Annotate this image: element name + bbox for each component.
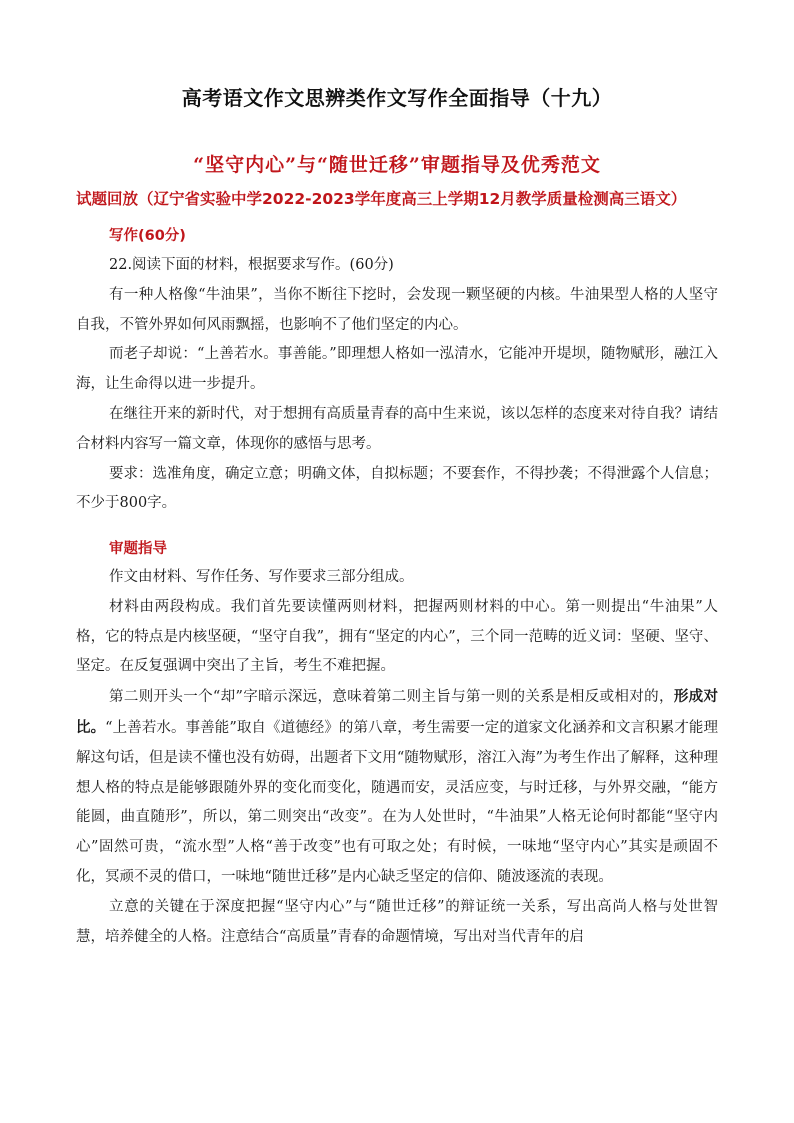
- document-subtitle: “坚守内心”与“随世迁移”审题指导及优秀范文: [193, 154, 601, 176]
- guidance-paragraph: 立意的关键在于深度把握“坚守内心”与“随世迁移”的辩证统一关系，写出高尚人格与处世智慧，培养健全的人格。注意结合“高质量”青春的命题情境，写出对当代青年的启: [76, 898, 718, 945]
- prompt-paragraph: 有一种人格像“牛油果”，当你不断往下挖时，会发现一颗坚硬的内核。牛油果型人格的人坚守自我，不管外界如何风雨飘摇，也影响不了他们坚定的内心。: [76, 286, 718, 333]
- exam-source-line: 试题回放（辽宁省实验中学2022-2023学年度高三上学期12月教学质量检测高三语文）: [76, 190, 687, 208]
- guidance-body: [76, 563, 718, 952]
- guidance-paragraph: 材料由两段构成。我们首先要读懂两则材料，把握两则材料的中心。第一则提出“牛油果”人格，它的特点是内核坚硬，“坚守自我”，拥有“坚定的内心”，三个同一范畴的近义词：坚硬、坚守、坚定。在反复强调中突出了主旨，考生不难把握。: [76, 598, 718, 675]
- prompt-paragraph: 22.阅读下面的材料，根据要求写作。(60分): [109, 257, 394, 273]
- writing-prompt-body: [76, 251, 718, 519]
- prompt-paragraph: 而老子却说：“上善若水。事善能。”即理想人格如一泓清水，它能冲开堤坝，随物赋形，融江入海，让生命得以进一步提升。: [76, 346, 718, 393]
- guidance-text: “上善若水。事善能”取自《道德经》的第八章，考生需要一定的道家文化涵养和文言积累才能理解这句话，但是读不懂也没有妨碍，出题者下文用“随物赋形，溶江入海”为考生作出了解释，这种理想人格的特点是能够跟随外界的变化而变化，随遇而安，灵活应变，与时迁移，与外界交融，“能方能圆，曲直随形”，所以，第二则突出“改变”。在为人处世时，“牛油果”人格无论何时都能“坚守内心”固然可贵，“流水型”人格“善于改变”也有可取之处；有时候，一味地“坚守内心”其实是顽固不化，冥顽不灵的借口，一味地“随世迁移”是内心缺乏坚定的信仰、随波逐流的表现。: [76, 719, 718, 885]
- section-heading-guidance: 审题指导: [109, 541, 167, 557]
- section-heading-writing: 写作(60分): [109, 228, 186, 244]
- document-title: 高考语文作文思辨类作文写作全面指导（十九）: [181, 86, 613, 110]
- prompt-paragraph: 在继往开来的新时代，对于想拥有高质量青春的高中生来说，该以怎样的态度来对待自我？请结合材料内容写一篇文章，体现你的感悟与思考。: [76, 405, 718, 452]
- emphasis-text: 形成对比。: [76, 688, 719, 736]
- guidance-text: 第二则开头一个“却”字暗示深远，意味着第二则主旨与第一则的关系是相反或相对的，: [109, 689, 674, 706]
- prompt-paragraph: 要求：选准角度，确定立意；明确文体，自拟标题；不要套作，不得抄袭；不得泄露个人信息；不少于800字。: [76, 465, 718, 512]
- guidance-paragraph: [76, 682, 718, 893]
- guidance-paragraph: 作文由材料、写作任务、写作要求三部分组成。: [109, 569, 414, 585]
